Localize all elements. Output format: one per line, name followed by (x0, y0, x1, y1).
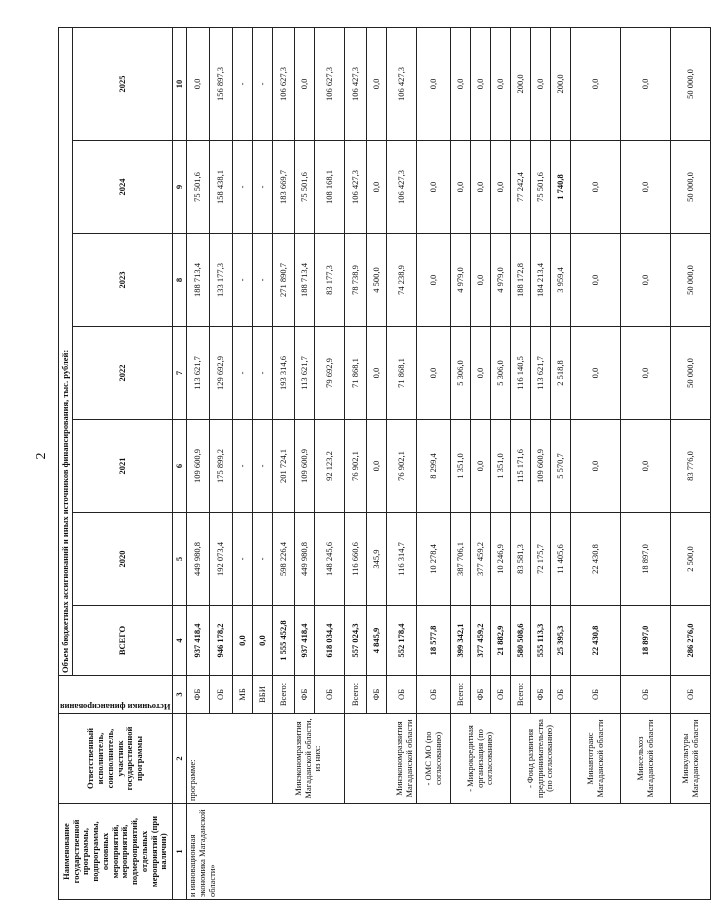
source-cell: ОБ (210, 676, 233, 714)
table-row (451, 27, 471, 899)
year-cell: 71 868,1 (387, 327, 417, 420)
year-cell: 0,0 (367, 27, 387, 140)
table-row (417, 27, 451, 899)
table-row (671, 27, 711, 899)
total-cell: 0,0 (233, 606, 253, 676)
year-cell: 113 621,7 (295, 327, 315, 420)
total-cell: 22 430,8 (571, 606, 621, 676)
budget-table-body (187, 27, 711, 899)
year-cell: 75 501,6 (295, 141, 315, 234)
year-cell: 0,0 (621, 420, 671, 513)
source-cell: ФБ (471, 676, 491, 714)
source-cell: ФБ (295, 676, 315, 714)
year-cell: - (253, 141, 273, 234)
header-funding: Объем бюджетных ассигнований и иных источников финансирования, тыс. рублей: (59, 27, 73, 675)
year-cell: 83 177,3 (315, 234, 345, 327)
year-cell: 0,0 (621, 327, 671, 420)
page-number: 2 (34, 452, 49, 460)
year-cell: 345,9 (367, 513, 387, 606)
col-number: 8 (173, 234, 187, 327)
total-cell: 18 577,8 (417, 606, 451, 676)
year-cell: 188 713,4 (295, 234, 315, 327)
source-cell: ФБ (531, 676, 551, 714)
year-cell: 10 278,4 (417, 513, 451, 606)
year-cell: 116 660,6 (345, 513, 367, 606)
table-row (273, 27, 295, 899)
year-cell: 50 000,0 (671, 234, 711, 327)
year-cell: 0,0 (491, 27, 511, 140)
year-cell: 4 979,0 (491, 234, 511, 327)
header-total: ВСЕГО (73, 606, 173, 676)
executor-cell: Минэкономразвития Магаданской области, из них: (273, 714, 345, 804)
year-cell: 193 314,6 (273, 327, 295, 420)
program-name: и инновационная экономика Магаданской области» (187, 804, 711, 900)
year-cell: 271 890,7 (273, 234, 295, 327)
executor-cell: Минавтотранс Магаданской области (571, 714, 621, 804)
year-cell: 0,0 (491, 141, 511, 234)
executor-cell: программе: (187, 714, 273, 804)
header-row-numbers (173, 27, 187, 899)
year-cell: 3 959,4 (551, 234, 571, 327)
total-cell: 25 395,3 (551, 606, 571, 676)
header-year: 2020 (73, 513, 173, 606)
year-cell: 76 902,1 (345, 420, 367, 513)
year-cell: 0,0 (295, 27, 315, 140)
header-year: 2021 (73, 420, 173, 513)
year-cell: 92 123,2 (315, 420, 345, 513)
year-cell: 115 171,6 (511, 420, 531, 513)
year-cell: 1 740,8 (551, 141, 571, 234)
source-cell: ФБ (367, 676, 387, 714)
year-cell: 0,0 (417, 327, 451, 420)
header-executor: Ответственный исполнитель, соисполнитель, участник государственной программы (59, 714, 173, 804)
year-cell: 4 500,0 (367, 234, 387, 327)
year-cell: 0,0 (621, 141, 671, 234)
col-number: 10 (173, 27, 187, 140)
budget-table-rotated (58, 28, 700, 900)
year-cell: 50 000,0 (671, 327, 711, 420)
total-cell: 1 555 452,8 (273, 606, 295, 676)
year-cell: 106 427,3 (387, 27, 417, 140)
year-cell: 106 627,3 (315, 27, 345, 140)
total-cell: 618 034,4 (315, 606, 345, 676)
source-cell: ОБ (571, 676, 621, 714)
year-cell: 377 459,2 (471, 513, 491, 606)
year-cell: 0,0 (571, 234, 621, 327)
year-cell: 5 306,0 (451, 327, 471, 420)
total-cell: 937 418,4 (187, 606, 210, 676)
year-cell: 148 245,6 (315, 513, 345, 606)
year-cell: - (233, 234, 253, 327)
year-cell: 2 518,8 (551, 327, 571, 420)
year-cell: - (253, 327, 273, 420)
year-cell: - (233, 513, 253, 606)
header-year: 2025 (73, 27, 173, 140)
executor-cell: Минкультуры Магаданской области (671, 714, 711, 804)
year-cell: 598 226,4 (273, 513, 295, 606)
year-cell: 22 430,8 (571, 513, 621, 606)
total-cell: 18 897,0 (621, 606, 671, 676)
source-cell: ОБ (551, 676, 571, 714)
executor-cell: Минсельхоз Магаданской области (621, 714, 671, 804)
year-cell: 108 168,1 (315, 141, 345, 234)
source-cell: ФБ (187, 676, 210, 714)
year-cell: 77 242,4 (511, 141, 531, 234)
year-cell: 106 427,3 (345, 141, 367, 234)
year-cell: 50 000,0 (671, 27, 711, 140)
year-cell: 106 427,3 (387, 141, 417, 234)
header-program: Наименование государственной программы, подпрограммы, основных мероприятий, мероприятий, подмероприятий, отдельных мероприятий (при наличии) (59, 804, 173, 900)
year-cell: 0,0 (531, 27, 551, 140)
year-cell: 0,0 (417, 234, 451, 327)
col-number: 6 (173, 420, 187, 513)
year-cell: 78 738,9 (345, 234, 367, 327)
year-cell: 0,0 (471, 27, 491, 140)
year-cell: 5 306,0 (491, 327, 511, 420)
table-row (345, 27, 367, 899)
col-number: 4 (173, 606, 187, 676)
year-cell: 0,0 (417, 27, 451, 140)
source-cell: МБ (233, 676, 253, 714)
source-cell: ОБ (417, 676, 451, 714)
year-cell: - (253, 513, 273, 606)
total-cell: 555 113,3 (531, 606, 551, 676)
year-cell: 76 902,1 (387, 420, 417, 513)
source-cell: ОБ (671, 676, 711, 714)
col-number: 7 (173, 327, 187, 420)
header-year: 2023 (73, 234, 173, 327)
year-cell: 200,0 (511, 27, 531, 140)
table-row (621, 27, 671, 899)
year-cell: - (233, 420, 253, 513)
year-cell: 449 980,8 (187, 513, 210, 606)
year-cell: 0,0 (451, 141, 471, 234)
year-cell: - (253, 27, 273, 140)
total-cell: 0,0 (253, 606, 273, 676)
executor-cell: - Микрокредитная организация (по согласованию) (451, 714, 511, 804)
source-cell: Всего: (511, 676, 531, 714)
year-cell: 0,0 (471, 420, 491, 513)
year-cell: - (253, 234, 273, 327)
year-cell: 387 706,1 (451, 513, 471, 606)
year-cell: 0,0 (621, 27, 671, 140)
year-cell: - (233, 141, 253, 234)
total-cell: 21 882,9 (491, 606, 511, 676)
table-row (187, 27, 210, 899)
year-cell: 83 581,3 (511, 513, 531, 606)
total-cell: 552 178,4 (387, 606, 417, 676)
year-cell: 158 438,1 (210, 141, 233, 234)
year-cell: 0,0 (571, 141, 621, 234)
year-cell: 5 570,7 (551, 420, 571, 513)
year-cell: 2 500,0 (671, 513, 711, 606)
total-cell: 937 418,4 (295, 606, 315, 676)
year-cell: 106 627,3 (273, 27, 295, 140)
year-cell: 106 427,3 (345, 27, 367, 140)
rotated-table-viewport (58, 28, 700, 900)
year-cell: 18 897,0 (621, 513, 671, 606)
year-cell: 175 899,2 (210, 420, 233, 513)
executor-cell: Минэкономразвития Магаданской области (345, 714, 417, 804)
year-cell: 0,0 (471, 327, 491, 420)
year-cell: 109 600,9 (187, 420, 210, 513)
year-cell: 1 351,0 (491, 420, 511, 513)
source-cell: ОБ (315, 676, 345, 714)
year-cell: 0,0 (471, 234, 491, 327)
year-cell: 11 405,6 (551, 513, 571, 606)
year-cell: 72 175,7 (531, 513, 551, 606)
source-cell: ВБИ (253, 676, 273, 714)
year-cell: 74 238,9 (387, 234, 417, 327)
year-cell: 50 000,0 (671, 141, 711, 234)
total-cell: 946 178,2 (210, 606, 233, 676)
year-cell: 75 501,6 (187, 141, 210, 234)
year-cell: 200,0 (551, 27, 571, 140)
year-cell: 129 692,9 (210, 327, 233, 420)
col-number: 5 (173, 513, 187, 606)
col-number: 3 (173, 676, 187, 714)
year-cell: 0,0 (367, 141, 387, 234)
year-cell: 109 600,9 (295, 420, 315, 513)
total-cell: 399 342,1 (451, 606, 471, 676)
year-cell: 0,0 (571, 420, 621, 513)
year-cell: 183 669,7 (273, 141, 295, 234)
year-cell: 188 172,8 (511, 234, 531, 327)
year-cell: 0,0 (417, 141, 451, 234)
year-cell: 109 600,9 (531, 420, 551, 513)
header-year: 2024 (73, 141, 173, 234)
table-row (511, 27, 531, 899)
total-cell: 377 459,2 (471, 606, 491, 676)
year-cell: 133 177,3 (210, 234, 233, 327)
year-cell: 449 980,8 (295, 513, 315, 606)
year-cell: 201 724,1 (273, 420, 295, 513)
source-cell: ОБ (387, 676, 417, 714)
header-year: 2022 (73, 327, 173, 420)
year-cell: 0,0 (451, 27, 471, 140)
col-number: 1 (173, 804, 187, 900)
year-cell: 0,0 (187, 27, 210, 140)
year-cell: 1 351,0 (451, 420, 471, 513)
total-cell: 286 276,0 (671, 606, 711, 676)
col-number: 2 (173, 714, 187, 804)
year-cell: 0,0 (621, 234, 671, 327)
year-cell: 188 713,4 (187, 234, 210, 327)
year-cell: 184 213,4 (531, 234, 551, 327)
total-cell: 580 508,6 (511, 606, 531, 676)
budget-table (58, 27, 711, 900)
source-cell: ОБ (491, 676, 511, 714)
source-cell: ОБ (621, 676, 671, 714)
year-cell: 113 621,7 (187, 327, 210, 420)
year-cell: 0,0 (367, 327, 387, 420)
year-cell: 192 073,4 (210, 513, 233, 606)
year-cell: 71 868,1 (345, 327, 367, 420)
table-row (571, 27, 621, 899)
header-source: Источники финансирования (59, 676, 173, 714)
source-cell: Всего: (451, 676, 471, 714)
source-cell: Всего: (345, 676, 367, 714)
year-cell: 10 246,9 (491, 513, 511, 606)
year-cell: 83 776,0 (671, 420, 711, 513)
total-cell: 4 845,9 (367, 606, 387, 676)
year-cell: 0,0 (367, 420, 387, 513)
year-cell: 116 140,5 (511, 327, 531, 420)
year-cell: - (233, 327, 253, 420)
executor-cell: - ОМС МО (по согласованию) (417, 714, 451, 804)
year-cell: 75 501,6 (531, 141, 551, 234)
year-cell: 0,0 (571, 327, 621, 420)
header-row-group (59, 27, 73, 899)
year-cell: 113 621,7 (531, 327, 551, 420)
year-cell: 4 979,0 (451, 234, 471, 327)
year-cell: 116 314,7 (387, 513, 417, 606)
year-cell: 79 692,9 (315, 327, 345, 420)
col-number: 9 (173, 141, 187, 234)
year-cell: 8 299,4 (417, 420, 451, 513)
total-cell: 557 024,3 (345, 606, 367, 676)
year-cell: 0,0 (471, 141, 491, 234)
year-cell: - (253, 420, 273, 513)
year-cell: 156 897,3 (210, 27, 233, 140)
executor-cell: - Фонд развития предпринимательства (по согласованию) (511, 714, 571, 804)
year-cell: 0,0 (571, 27, 621, 140)
source-cell: Всего: (273, 676, 295, 714)
year-cell: - (233, 27, 253, 140)
